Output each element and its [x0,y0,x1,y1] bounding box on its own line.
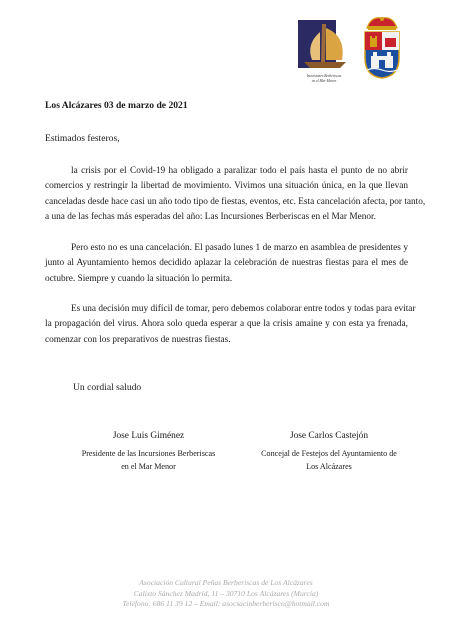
signature-block-councillor [244,430,414,473]
signatory-role: Presidente de las Incursiones Berberiscas [81,449,216,458]
signatory-role: Los Alcázares [306,462,352,471]
signatory-role: Concejal de Festejos del Ayuntamiento de [261,449,397,458]
paragraph-line: comercios y restringir la libertad de movimiento. Vivimos una situación única, en la que llevan [45,181,408,192]
logo-caption-line: Incursiones Berberiscas [306,74,342,78]
paragraph-line: la crisis por el Covid-19 ha obligado a paralizar todo el país hasta el punto de no abrir [71,166,408,176]
paragraph-1 [45,164,426,226]
paragraph-2 [45,241,408,287]
footer-line: Calixto Sánchez Madrid, 11 – 30710 Los Alcázares (Murcia) [133,588,319,598]
letter-greeting: Estimados festeros, [45,133,120,144]
association-logo [296,18,352,90]
letterhead-footer [0,578,452,610]
signature-block-president [66,430,231,473]
paragraph-3 [45,302,416,348]
letter-closing: Un cordial saludo [73,382,142,393]
signatory-name: Jose Luis Giménez [112,431,185,441]
ship-moon-logo-icon [296,18,352,70]
footer-line: Asociación Cultural Peñas Berberiscas de Los Alcázares [139,578,313,587]
logo-caption-line: en el Mar Menor [311,78,337,83]
letter-date: Los Alcázares 03 de marzo de 2021 [45,100,188,111]
paragraph-line: canceladas desde hace casi un año todo tipo de fiestas, eventos, etc. Esta cancelación afecta, por tanto, [45,196,426,207]
coat-of-arms [359,14,405,82]
paragraph-line: la propagación del virus. Ahora solo queda esperar a que la crisis amaine y con esta ya frenada, [45,319,408,330]
paragraph-line: comenzar con los preparativos de nuestras fiestas. [45,334,231,345]
paragraph-line: octubre. Siempre y cuando la situación lo permita. [45,273,233,284]
paragraph-line: junto al Ayuntamiento hemos decidido aplazar la celebración de nuestras fiestas para el mes de [45,258,408,269]
signatory-name: Jose Carlos Castejón [289,431,369,441]
footer-line: Teléfono: 686 11 39 12 – Email: asocsacinberberisco@hotmail.com [122,599,330,608]
signatory-role: en el Mar Menor [121,462,176,471]
coat-of-arms-icon [359,14,405,82]
paragraph-line: Es una decisión muy difícil de tomar, pero debemos colaborar entre todos y todas para evitar [71,304,416,314]
paragraph-line: Pero esto no es una cancelación. El pasado lunes 1 de marzo en asamblea de presidentes y [71,243,408,253]
paragraph-line: a una de las fechas más esperadas del año: Las Incursiones Berberiscas en el Mar Menor. [45,212,376,223]
